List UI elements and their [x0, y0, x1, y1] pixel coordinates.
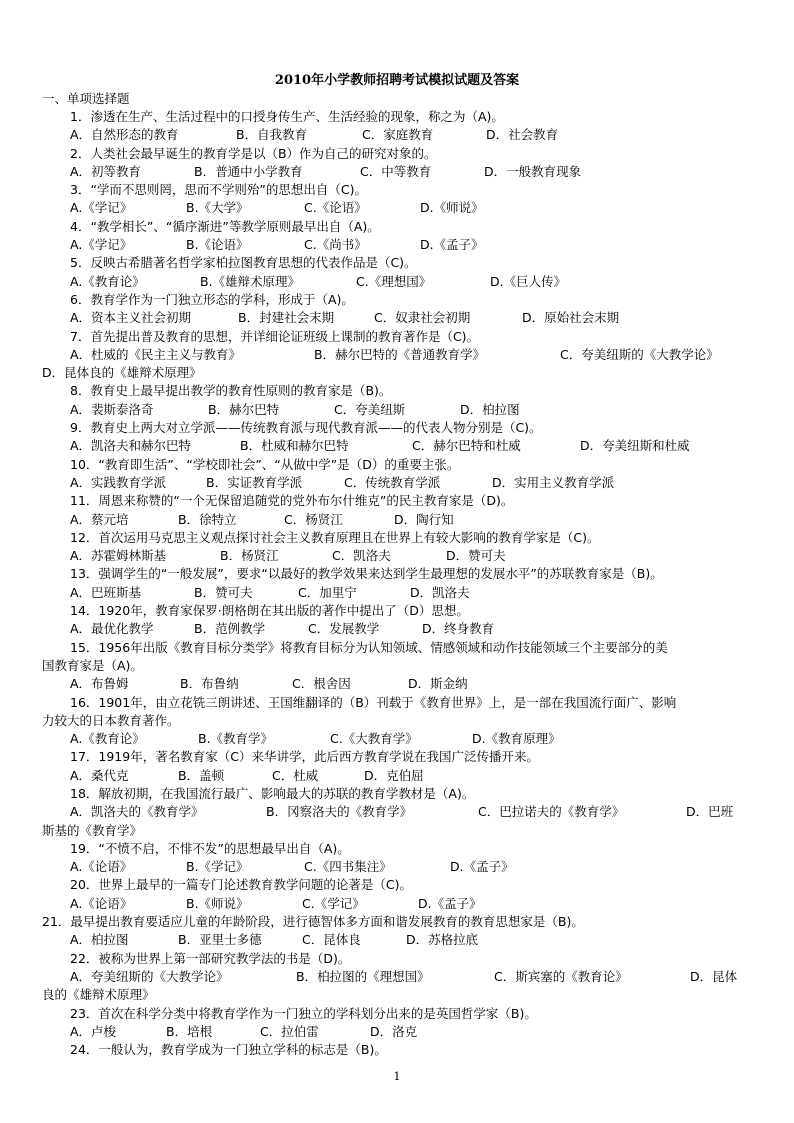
question-text: D．昆体良的《雄辩术原理》	[42, 365, 202, 381]
answer-option: B．范例教学	[194, 621, 266, 637]
answer-option: B．实证教育学派	[206, 474, 303, 490]
question-text: 6．教育学作为一门独立形态的学科，形成于（A)。	[70, 291, 354, 307]
question-text: 1．渗透在生产、生活过程中的口授身传生产、生活经验的现象，称之为（A)。	[70, 109, 504, 124]
answer-option: A.《教育论》	[70, 273, 145, 289]
question-text: 20．世界上最早的一篇专门论述教育教学问题的论著是（C)。	[70, 877, 413, 893]
question-text: 18．解放初期，在我国流行最广、影响最大的苏联的教育学教材是（A)。	[70, 785, 475, 801]
answer-options	[42, 620, 754, 638]
answer-option: C．夸美纽斯的《大教学论》	[560, 346, 719, 362]
answer-option: A.《教育论》	[70, 731, 145, 747]
question-text: 9．教育史上两大对立学派——传统教育派与现代教育派——的代表人物分别是（C)。	[70, 420, 542, 436]
answer-options	[42, 126, 754, 144]
answer-option: C.《理想国》	[356, 273, 432, 289]
document-title: 2010年小学教师招聘考试模拟试题及答案	[274, 73, 520, 88]
answer-option: C.《尚书》	[304, 237, 367, 253]
answer-option: C．根舍因	[292, 676, 351, 692]
question-text: 15．1956年出版《教育目标分类学》将教育目标分为认知领域、情感领域和动作技能领域三个主要部分的美	[70, 639, 668, 655]
question-text: 12．首次运用马克思主义观点探讨社会主义教育原理且在世界上有较大影响的教育学家是（C)。	[70, 529, 600, 545]
question-text: 斯基的《教育学》	[42, 822, 143, 838]
question-text: 10．“教育即生活”、“学校即社会”、“从做中学”是（D）的重要主张。	[70, 456, 460, 472]
answer-option: B.《大学》	[186, 200, 249, 216]
question-text: 5．反映古希腊著名哲学家柏拉图教育思想的代表作品是（C)。	[70, 255, 417, 271]
answer-option: C.《四书集注》	[304, 859, 392, 875]
question-text: 良的《雄辩术原理》	[42, 987, 155, 1003]
answer-option: A．实践教育学派	[70, 474, 167, 490]
answer-options	[42, 803, 754, 821]
answer-option: A．资本主义社会初期	[70, 310, 192, 326]
answer-options	[42, 511, 754, 529]
answer-option: D．原始社会末期	[522, 310, 620, 326]
answer-option: D．柏拉图	[460, 401, 520, 417]
answer-option: A.《学记》	[70, 200, 133, 216]
answer-option: A．柏拉图	[70, 932, 129, 948]
answer-option: B．冈察洛夫的《教育学》	[266, 804, 413, 820]
question-text: 国教育家是（A)。	[42, 657, 143, 673]
answer-option: C．斯宾塞的《教育论》	[494, 968, 628, 984]
answer-option: D．昆体	[690, 968, 738, 984]
answer-option: B．赞可夫	[194, 584, 253, 600]
answer-options	[42, 730, 754, 748]
answer-option: A．夸美纽斯的《大教学论》	[70, 968, 229, 984]
answer-options	[42, 163, 754, 181]
question-text: 7．首先提出普及教育的思想，并详细论证班级上课制的教育著作是（C)。	[70, 328, 480, 344]
answer-option: C．昆体良	[302, 932, 361, 948]
answer-option: D．苏格拉底	[406, 932, 479, 948]
answer-options	[42, 858, 754, 876]
question-text: 22．被称为世界上第一部研究教学法的书是（D)。	[70, 950, 351, 966]
answer-options	[42, 474, 754, 492]
answer-option: D．终身教育	[422, 621, 495, 637]
answer-options	[42, 236, 754, 254]
answer-option: D．社会教育	[486, 127, 559, 143]
answer-option: A．最优化教学	[70, 621, 154, 637]
answer-option: C．凯洛夫	[332, 548, 391, 564]
answer-options	[42, 1023, 754, 1041]
answer-option: A．蔡元培	[70, 511, 129, 527]
answer-option: B．自我教育	[236, 127, 308, 143]
answer-options	[42, 547, 754, 565]
answer-option: B.《教育学》	[198, 731, 274, 747]
answer-options	[42, 273, 754, 291]
answer-option: C．杨贤江	[284, 511, 343, 527]
answer-option: B．普通中小学教育	[194, 163, 303, 179]
answer-option: C．加里宁	[298, 584, 357, 600]
answer-option: B.《雄辩术原理》	[200, 273, 301, 289]
answer-option: A．巴班斯基	[70, 584, 142, 600]
answer-option: D.《巨人传》	[490, 273, 567, 289]
answer-option: A．布鲁姆	[70, 676, 129, 692]
answer-option: B.《论语》	[186, 237, 249, 253]
answer-option: D．克伯屈	[364, 767, 424, 783]
answer-option: B．布鲁纳	[180, 676, 239, 692]
question-text: 2．人类社会最早诞生的教育学是以（B）作为自己的研究对象的。	[70, 145, 437, 161]
answer-options	[42, 968, 754, 986]
answer-option: C．发展教学	[308, 621, 380, 637]
answer-option: A．自然形态的教育	[70, 127, 179, 143]
question-text: 24．一般认为，教育学成为一门独立学科的标志是（B)。	[70, 1042, 387, 1058]
answer-option: A．苏霍姆林斯基	[70, 548, 167, 564]
answer-options	[42, 346, 754, 364]
answer-option: C．奴隶社会初期	[374, 310, 471, 326]
question-text: 13．强调学生的“一般发展”，要求“以最好的教学效果来达到学生最理想的发展水平”的苏联教育家是（B)。	[70, 566, 663, 582]
answer-option: A．杜威的《民主主义与教育》	[70, 346, 242, 362]
answer-option: C．赫尔巴特和杜威	[412, 438, 521, 454]
answer-option: D.《孟子》	[420, 237, 484, 253]
answer-option: C.《大教育学》	[330, 731, 418, 747]
answer-option: C．传统教育学派	[344, 474, 441, 490]
answer-option: D．斯金纳	[408, 676, 468, 692]
answer-option: D．巴班	[686, 804, 734, 820]
answer-option: B．培根	[166, 1023, 213, 1039]
answer-option: B．徐特立	[178, 511, 237, 527]
answer-option: D．陶行知	[394, 511, 454, 527]
answer-option: C.《学记》	[302, 895, 365, 911]
question-text: 21．最早提出教育要适应儿童的年龄阶段，进行德智体多方面和谐发展教育的教育思想家是（B)。	[42, 914, 584, 930]
question-list	[42, 108, 754, 1059]
answer-options	[42, 675, 754, 693]
answer-option: D.《孟子》	[418, 895, 482, 911]
question-text: 23．首次在科学分类中将教育学作为一门独立的学科划分出来的是英国哲学家（B)。	[70, 1005, 537, 1021]
answer-option: B．杨贤江	[220, 548, 279, 564]
answer-option: D.《孟子》	[450, 859, 514, 875]
answer-option: A．凯洛夫和赫尔巴特	[70, 438, 192, 454]
answer-option: B．赫尔巴特的《普通教育学》	[314, 346, 486, 362]
question-text: 3．“学而不思则罔，思而不学则殆”的思想出自（C)。	[70, 182, 368, 198]
answer-option: A．裴斯泰洛奇	[70, 401, 154, 417]
answer-option: B．盖顿	[178, 767, 225, 783]
answer-options	[42, 199, 754, 217]
answer-option: A.《学记》	[70, 237, 133, 253]
answer-options	[42, 931, 754, 949]
answer-option: B.《师说》	[186, 895, 249, 911]
answer-options	[42, 437, 754, 455]
answer-option: C．巴拉诺夫的《教育学》	[478, 804, 625, 820]
answer-option: B．柏拉图的《理想国》	[296, 968, 430, 984]
answer-option: A．桑代克	[70, 767, 129, 783]
answer-option: C．中等教育	[360, 163, 432, 179]
answer-options	[42, 401, 754, 419]
answer-option: B.《学记》	[186, 859, 249, 875]
answer-option: D．洛克	[370, 1023, 418, 1039]
question-text: 16．1901年，由立花铣三朗讲述、王国维翻译的（B）刊载于《教育世界》上，是一部在我国流行面广、影响	[70, 694, 677, 710]
answer-option: C．家庭教育	[362, 127, 434, 143]
answer-option: A．卢梭	[70, 1023, 117, 1039]
question-text: 17．1919年，著名教育家（C）来华讲学，此后西方教育学说在我国广泛传播开来。	[70, 749, 539, 765]
answer-option: B．亚里士多德	[178, 932, 262, 948]
answer-option: A.《论语》	[70, 859, 133, 875]
answer-options	[42, 895, 754, 913]
answer-option: D．夸美纽斯和杜威	[580, 438, 690, 454]
answer-option: C.《论语》	[304, 200, 367, 216]
section-heading: 一、单项选择题	[42, 91, 130, 106]
answer-option: A.《论语》	[70, 895, 133, 911]
answer-option: A．凯洛夫的《教育学》	[70, 804, 204, 820]
answer-option: D．实用主义教育学派	[492, 474, 615, 490]
answer-option: B．封建社会末期	[238, 310, 335, 326]
answer-option: D.《教育原理》	[472, 731, 561, 747]
question-text: 4．“教学相长”、“循序渐进”等教学原则最早出自（A)。	[70, 218, 380, 234]
question-text: 19．“不愤不启，不悱不发”的思想最早出自（A)。	[70, 840, 350, 856]
question-text: 8．教育史上最早提出教学的教育性原则的教育家是（B)。	[70, 383, 392, 399]
page-number: 1	[393, 1070, 401, 1083]
answer-option: A．初等教育	[70, 163, 142, 179]
answer-option: B．杜威和赫尔巴特	[240, 438, 349, 454]
answer-option: D.《师说》	[420, 200, 484, 216]
answer-option: D．一般教育现象	[484, 163, 582, 179]
answer-option: C．杜威	[272, 767, 319, 783]
question-text: 11．周恩来称赞的“一个无保留追随党的党外布尔什维克”的民主教育家是（D)。	[70, 493, 514, 509]
answer-option: C．夸美纽斯	[334, 401, 406, 417]
answer-option: D．凯洛夫	[410, 584, 470, 600]
answer-option: D．赞可夫	[446, 548, 506, 564]
question-text: 14．1920年，教育家保罗·朗格朗在其出版的著作中提出了（D）思想。	[70, 603, 469, 619]
answer-options	[42, 309, 754, 327]
answer-options	[42, 584, 754, 602]
answer-option: B．赫尔巴特	[208, 401, 280, 417]
question-text: 力较大的日本教育著作。	[42, 712, 180, 728]
answer-option: C．拉伯雷	[260, 1023, 319, 1039]
answer-options	[42, 767, 754, 785]
